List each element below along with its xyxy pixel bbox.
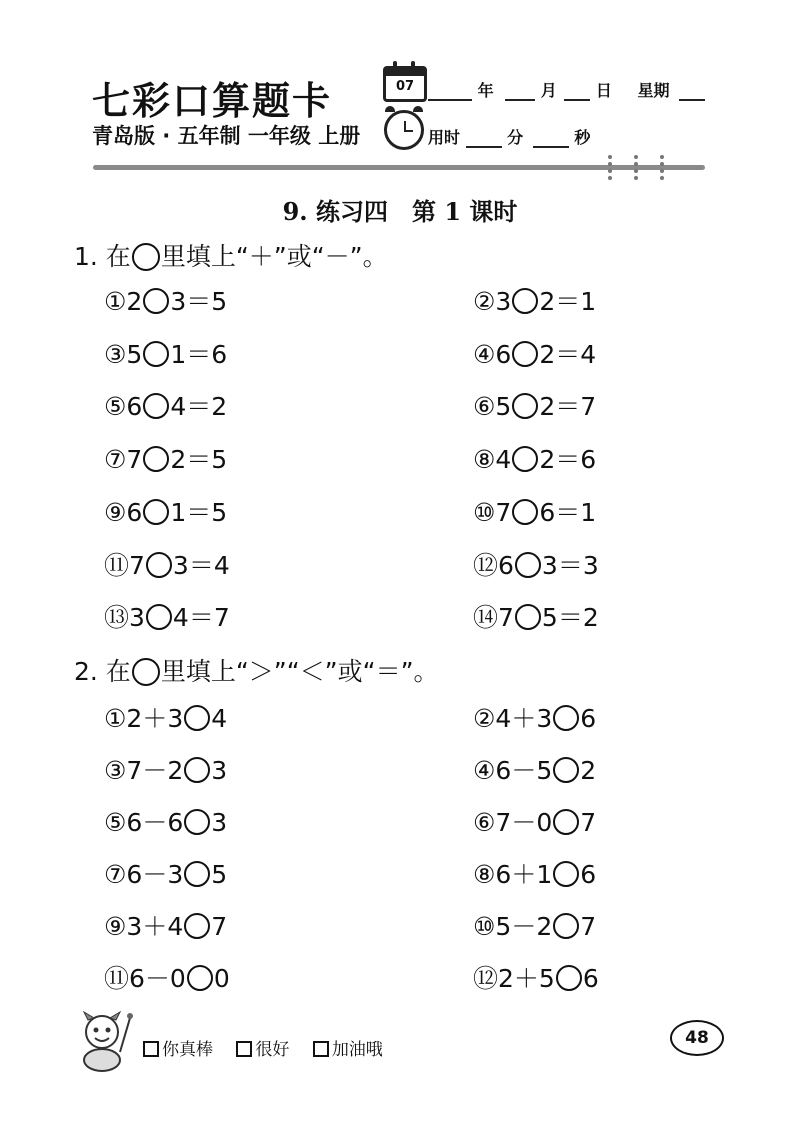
answer-circle[interactable] — [515, 552, 541, 578]
answer-circle[interactable] — [512, 446, 538, 472]
weekday-label: 星期 — [637, 81, 670, 100]
exercise-item — [473, 702, 596, 734]
divider-bead-icon — [608, 155, 612, 181]
answer-circle[interactable] — [143, 288, 169, 314]
exercise-item — [104, 496, 227, 528]
year-label: 年 — [477, 81, 494, 100]
checkbox-icon[interactable] — [236, 1041, 252, 1057]
exercise-left: 7 — [129, 550, 145, 580]
exercise-left: 6 — [126, 392, 143, 422]
exercise-item — [473, 285, 596, 317]
seconds-label: 秒 — [574, 128, 591, 147]
checkbox-icon[interactable] — [143, 1041, 159, 1057]
answer-circle[interactable] — [143, 341, 169, 367]
exercise-number: ⑦ — [104, 445, 127, 475]
month-label: 月 — [540, 81, 557, 100]
rating-good[interactable]: 很好 — [236, 1040, 289, 1060]
exercise-number: ⑦ — [104, 860, 127, 889]
exercise-right: 6 — [580, 860, 597, 889]
exercise-number: ⑭ — [473, 603, 499, 633]
exercise-right: 6 — [582, 964, 599, 993]
exercise-item — [104, 338, 227, 370]
exercise-item — [473, 549, 599, 581]
exercise-right: 6＝1 — [539, 497, 597, 527]
answer-circle[interactable] — [553, 809, 579, 835]
edition-label: 青岛版 · 五年制 一年级 上册 — [92, 124, 361, 148]
exercise-right: 0 — [213, 964, 230, 993]
exercise-item — [473, 601, 599, 633]
exercise-left: 6－3 — [126, 860, 184, 889]
exercise-item — [104, 910, 227, 942]
divider-bead-icon — [634, 155, 638, 181]
exercise-right: 3＝3 — [541, 550, 599, 580]
exercise-number: ⑧ — [473, 445, 496, 475]
exercise-left: 3 — [129, 603, 145, 633]
lesson-title: 9. 练习四 第 1 课时 — [282, 197, 518, 226]
minutes-label: 分 — [507, 128, 524, 147]
checkbox-icon[interactable] — [313, 1041, 329, 1057]
exercise-right: 1＝5 — [170, 497, 228, 527]
date-line — [428, 78, 705, 101]
exercise-left: 7－0 — [495, 808, 553, 837]
exercise-item — [104, 443, 227, 475]
exercise-number: ⑥ — [473, 392, 496, 422]
exercise-item — [104, 806, 227, 838]
exercise-number: ⑥ — [473, 808, 496, 837]
month-blank[interactable] — [505, 81, 535, 101]
answer-circle[interactable] — [184, 705, 210, 731]
answer-circle[interactable] — [146, 604, 172, 630]
exercise-left: 4＋3 — [495, 704, 553, 733]
answer-circle[interactable] — [146, 552, 172, 578]
exercise-right: 5＝2 — [541, 603, 599, 633]
exercise-right: 3 — [211, 756, 228, 785]
day-label: 日 — [595, 81, 612, 100]
rating-checklist — [143, 1035, 401, 1060]
exercise-number: ⑩ — [473, 912, 496, 941]
exercise-right: 2 — [580, 756, 597, 785]
exercise-number: ⑬ — [104, 603, 130, 633]
exercise-left: 6－0 — [129, 964, 186, 993]
circle-icon — [132, 658, 160, 686]
series-title: 七彩口算题卡 — [92, 78, 333, 123]
calendar-day: 07 — [395, 79, 415, 94]
exercise-right: 5 — [211, 860, 228, 889]
exercise-left: 6 — [498, 550, 514, 580]
exercise-left: 6－5 — [495, 756, 553, 785]
exercise-item — [473, 496, 596, 528]
exercise-left: 6 — [495, 339, 512, 369]
exercise-left: 6＋1 — [495, 860, 553, 889]
exercise-item — [104, 390, 227, 422]
rating-great[interactable]: 你真棒 — [143, 1040, 213, 1060]
exercise-number: ⑨ — [104, 912, 127, 941]
exercise-item — [104, 601, 230, 633]
exercise-item — [473, 806, 596, 838]
minutes-blank[interactable] — [466, 128, 502, 148]
year-blank[interactable] — [428, 81, 472, 101]
answer-circle[interactable] — [515, 604, 541, 630]
exercise-right: 1＝6 — [170, 339, 228, 369]
answer-circle[interactable] — [143, 393, 169, 419]
exercise-number: ③ — [104, 339, 127, 369]
weekday-blank[interactable] — [679, 81, 705, 101]
exercise-left: 7 — [495, 497, 512, 527]
time-line — [428, 125, 590, 148]
time-label: 用时 — [428, 128, 461, 147]
exercise-left: 5－2 — [495, 912, 553, 941]
answer-circle[interactable] — [143, 446, 169, 472]
exercise-left: 5 — [126, 339, 143, 369]
exercise-right: 2＝1 — [539, 287, 597, 316]
answer-circle[interactable] — [184, 913, 210, 939]
exercise-item — [104, 858, 227, 890]
section1-title: 1. 在 里填上“＋”或“－”。 — [74, 242, 388, 271]
seconds-blank[interactable] — [533, 128, 569, 148]
exercise-number: ④ — [473, 339, 496, 369]
divider-bead-icon — [660, 155, 664, 181]
day-blank[interactable] — [564, 81, 590, 101]
exercise-right: 3 — [211, 808, 228, 837]
exercise-right: 4＝7 — [172, 603, 230, 633]
exercise-number: ⑧ — [473, 860, 496, 889]
answer-circle[interactable] — [512, 393, 538, 419]
exercise-item — [473, 443, 596, 475]
exercise-number: ⑤ — [104, 392, 127, 422]
exercise-left: 2 — [126, 287, 143, 316]
exercise-number: ① — [104, 287, 127, 316]
answer-circle[interactable] — [553, 757, 579, 783]
answer-circle[interactable] — [143, 499, 169, 525]
exercise-right: 7 — [580, 808, 597, 837]
exercise-left: 3 — [495, 287, 512, 316]
exercise-right: 2＝6 — [539, 445, 597, 475]
answer-circle[interactable] — [184, 809, 210, 835]
page-number: 48 — [670, 1020, 724, 1056]
exercise-item — [104, 549, 230, 581]
answer-circle[interactable] — [553, 913, 579, 939]
answer-circle[interactable] — [512, 288, 538, 314]
exercise-left: 3＋4 — [126, 912, 184, 941]
exercise-number: ④ — [473, 756, 496, 785]
exercise-left: 4 — [495, 445, 512, 475]
exercise-right: 7 — [211, 912, 228, 941]
exercise-left: 6 — [126, 497, 143, 527]
answer-circle[interactable] — [187, 965, 213, 991]
exercise-left: 7－2 — [126, 756, 184, 785]
exercise-right: 2＝4 — [539, 339, 597, 369]
mascot-illustration — [72, 1008, 134, 1072]
exercise-item — [104, 754, 227, 786]
exercise-item — [473, 910, 596, 942]
circle-icon — [132, 243, 160, 271]
exercise-item — [104, 285, 227, 317]
rating-keep-going[interactable]: 加油哦 — [313, 1040, 383, 1060]
calendar-icon — [383, 66, 427, 102]
exercise-left: 7 — [498, 603, 514, 633]
exercise-number: ⑩ — [473, 497, 496, 527]
answer-circle[interactable] — [184, 861, 210, 887]
exercise-right: 3＝5 — [170, 287, 228, 316]
exercise-number: ⑪ — [104, 964, 130, 993]
exercise-right: 4＝2 — [170, 392, 228, 422]
exercise-item — [473, 338, 596, 370]
exercise-item — [473, 858, 596, 890]
exercise-left: 7 — [126, 445, 143, 475]
exercise-left: 5 — [495, 392, 512, 422]
exercise-item — [104, 962, 230, 994]
exercise-number: ⑫ — [473, 964, 499, 993]
exercise-right: 6 — [580, 704, 597, 733]
exercise-number: ① — [104, 704, 127, 733]
exercise-left: 2＋5 — [498, 964, 555, 993]
exercise-item — [473, 754, 596, 786]
answer-circle[interactable] — [553, 705, 579, 731]
exercise-number: ⑤ — [104, 808, 127, 837]
exercise-right: 3＝4 — [172, 550, 230, 580]
exercise-right: 2＝5 — [170, 445, 228, 475]
exercise-item — [104, 702, 227, 734]
answer-circle[interactable] — [512, 499, 538, 525]
exercise-left: 2＋3 — [126, 704, 184, 733]
exercise-left: 6－6 — [126, 808, 184, 837]
answer-circle[interactable] — [556, 965, 582, 991]
header-divider — [93, 165, 705, 170]
exercise-number: ② — [473, 704, 496, 733]
exercise-number: ② — [473, 287, 496, 316]
exercise-right: 7 — [580, 912, 597, 941]
answer-circle[interactable] — [512, 341, 538, 367]
alarm-clock-icon — [384, 110, 424, 150]
exercise-item — [473, 390, 596, 422]
answer-circle[interactable] — [184, 757, 210, 783]
exercise-number: ③ — [104, 756, 127, 785]
section2-title: 2. 在 里填上“＞”“＜”或“＝”。 — [74, 657, 439, 686]
answer-circle[interactable] — [553, 861, 579, 887]
exercise-number: ⑨ — [104, 497, 127, 527]
exercise-number: ⑫ — [473, 550, 499, 580]
exercise-right: 2＝7 — [539, 392, 597, 422]
exercise-item — [473, 962, 599, 994]
exercise-right: 4 — [211, 704, 228, 733]
exercise-number: ⑪ — [104, 550, 130, 580]
